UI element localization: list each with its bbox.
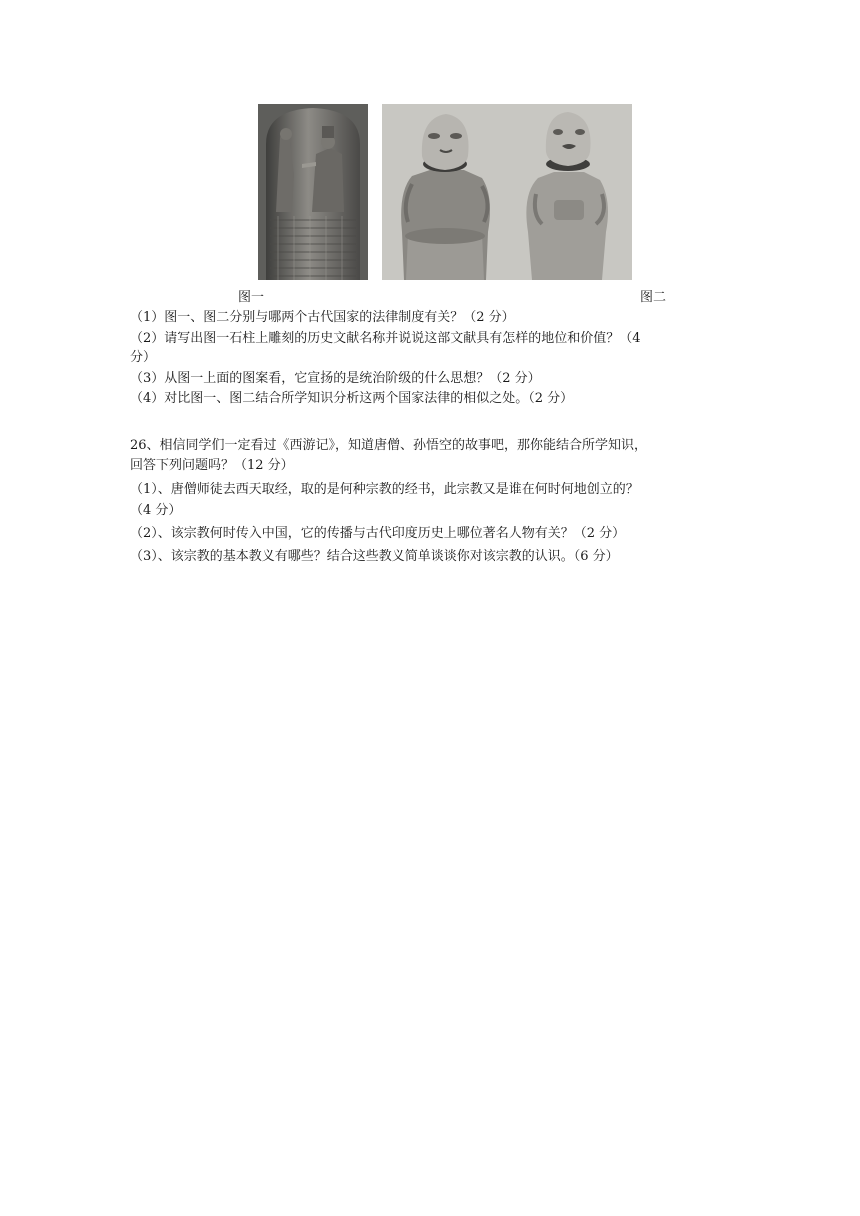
- q26-sub-2: （2）、该宗教何时传入中国，它的传播与古代印度历史上哪位著名人物有关？（2 分）: [130, 526, 626, 541]
- figure-1-stele-photo: [258, 104, 368, 280]
- q26-stem: 26、相信同学们一定看过《西游记》，知道唐僧、孙悟空的故事吧，那你能结合所学知识，: [130, 438, 648, 453]
- q25-sub-4: （4）对比图一、图二结合所学知识分析这两个国家法律的相似之处。（2 分）: [130, 391, 574, 406]
- q26-sub-1-cont: （4 分）: [130, 503, 182, 518]
- q26-sub-1: （1）、唐僧师徒去西天取经，取的是何种宗教的经书，此宗教又是谁在何时何地创立的？: [130, 482, 639, 497]
- q25-sub-3: （3）从图一上面的图案看，它宣扬的是统治阶级的什么思想？（2 分）: [130, 371, 541, 386]
- q26-sub-3: （3）、该宗教的基本教义有哪些？结合这些教义简单谈谈你对该宗教的认识。（6 分）: [130, 549, 619, 564]
- q25-sub-1: （1）图一、图二分别与哪两个古代国家的法律制度有关？（2 分）: [130, 310, 515, 325]
- figure-2-figurines-photo: [382, 104, 632, 280]
- q25-sub-2-cont: 分）: [130, 350, 157, 365]
- q26-stem-cont: 回答下列问题吗？（12 分）: [130, 458, 294, 473]
- figure-1-caption: 图一: [238, 290, 265, 305]
- q25-sub-2: （2）请写出图一石柱上雕刻的历史文献名称并说说这部文献具有怎样的地位和价值？（4: [130, 331, 641, 346]
- figure-2-caption: 图二: [640, 290, 667, 305]
